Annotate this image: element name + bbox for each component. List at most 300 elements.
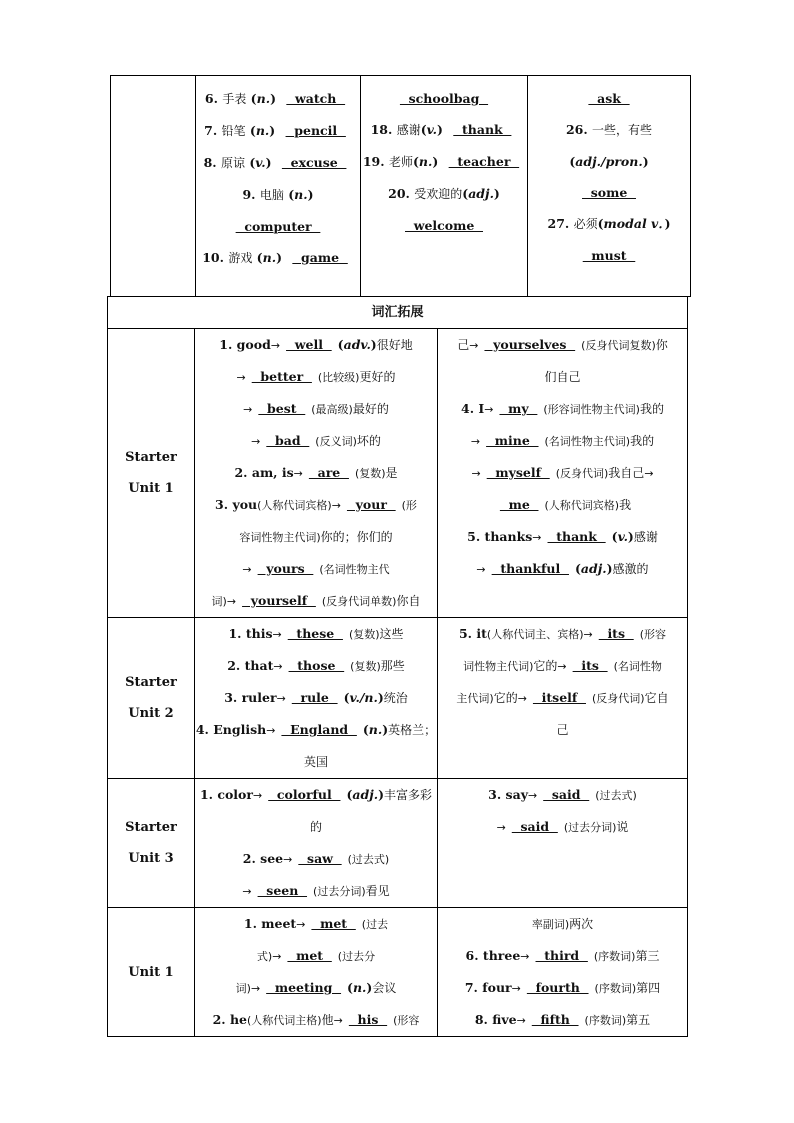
vocab-line bbox=[195, 940, 437, 972]
grammar-note: (名词性物主代 bbox=[319, 563, 390, 576]
unit-label bbox=[108, 779, 195, 908]
arrow-symbol: → bbox=[293, 467, 303, 480]
chinese-meaning: 一些，有些 bbox=[592, 123, 653, 137]
paren: ) bbox=[437, 122, 448, 137]
word-text: 2. he bbox=[212, 1012, 248, 1027]
answer: bad bbox=[266, 433, 310, 448]
vocab-line bbox=[195, 875, 437, 907]
word-cell bbox=[196, 76, 361, 297]
paren: ( bbox=[569, 154, 576, 169]
vocab-line bbox=[195, 393, 437, 425]
chinese-meaning: 我 bbox=[619, 498, 632, 512]
paren: ) bbox=[432, 154, 443, 169]
unit-label bbox=[108, 329, 195, 618]
chinese-meaning: 老师 bbox=[388, 155, 413, 169]
answer: me bbox=[499, 497, 539, 512]
vocab-line bbox=[528, 83, 690, 114]
vocab-line bbox=[438, 618, 687, 650]
answer: these bbox=[287, 626, 343, 641]
grammar-note: (反身代词单数) bbox=[321, 595, 397, 608]
part-of-speech: modal v． bbox=[603, 216, 665, 231]
chinese-meaning: 会议 bbox=[372, 981, 397, 995]
vocab-line bbox=[438, 329, 687, 361]
vocab-line bbox=[438, 553, 687, 585]
answer: third bbox=[535, 948, 588, 963]
grammar-note: (序数词) bbox=[593, 950, 636, 963]
item-number: 7. bbox=[204, 123, 222, 138]
expansion-left-cell bbox=[195, 329, 438, 618]
part-of-speech: adj./pron. bbox=[575, 154, 643, 169]
vocab-line bbox=[438, 940, 687, 972]
answer: yourself bbox=[242, 593, 316, 608]
grammar-note: (人称代词主、宾格) bbox=[486, 628, 584, 641]
word-text: ( bbox=[611, 529, 618, 544]
word-text: ) bbox=[378, 787, 385, 802]
word-text: ( bbox=[343, 690, 350, 705]
part-of-speech: v. bbox=[255, 155, 266, 170]
grammar-note: 主代词) bbox=[456, 692, 494, 705]
arrow-symbol: → bbox=[644, 467, 654, 480]
chinese-meaning: 受欢迎的 bbox=[414, 187, 463, 201]
answer: said bbox=[543, 787, 590, 802]
chinese-meaning: 它的 bbox=[493, 691, 518, 705]
word-text: ( bbox=[346, 787, 353, 802]
paren: ) bbox=[307, 187, 314, 202]
vocab-line bbox=[438, 714, 687, 746]
grammar-note: (序数词) bbox=[584, 1014, 627, 1027]
unit-label-line: Unit 1 bbox=[128, 481, 174, 496]
item-number: 10. bbox=[202, 250, 229, 265]
answer: pencil bbox=[285, 123, 346, 138]
paren: ) bbox=[269, 123, 280, 138]
chinese-meaning: 们自己 bbox=[544, 370, 581, 384]
answer: best bbox=[258, 401, 306, 416]
chinese-meaning: 更好的 bbox=[359, 370, 396, 384]
answer: teacher bbox=[448, 154, 520, 169]
paren: ( bbox=[283, 187, 295, 202]
vocab-line bbox=[195, 361, 437, 393]
item-number: 6. bbox=[204, 91, 223, 106]
part-of-speech: n. bbox=[256, 91, 271, 106]
vocab-line bbox=[438, 521, 687, 553]
vocab-line bbox=[438, 393, 687, 425]
grammar-note: (过去分词) bbox=[313, 885, 366, 898]
answer: game bbox=[292, 250, 348, 265]
arrow-symbol: → bbox=[516, 1014, 526, 1027]
grammar-note: 容词性物主代词) bbox=[239, 531, 321, 544]
unit-label-line: Unit 3 bbox=[128, 851, 174, 866]
paren: ) bbox=[493, 186, 500, 201]
arrow-symbol: → bbox=[296, 918, 306, 931]
vocab-line bbox=[438, 682, 687, 714]
part-of-speech: n. bbox=[255, 123, 270, 138]
arrow-symbol: → bbox=[273, 660, 283, 673]
part-of-speech: adj. bbox=[468, 186, 494, 201]
chinese-meaning: 第五 bbox=[626, 1013, 651, 1027]
word-text: ( bbox=[574, 561, 581, 576]
chinese-meaning: 说 bbox=[616, 820, 629, 834]
answer: those bbox=[288, 658, 345, 673]
vocab-line bbox=[195, 779, 437, 811]
answer: met bbox=[287, 948, 332, 963]
answer: computer bbox=[235, 219, 321, 234]
expansion-left-cell bbox=[195, 779, 438, 908]
vocab-line bbox=[195, 746, 437, 778]
word-text: 5. it bbox=[458, 626, 487, 641]
word-text: ( bbox=[337, 337, 344, 352]
grammar-note: (人称代词宾格) bbox=[544, 499, 620, 512]
vocab-line bbox=[438, 489, 687, 521]
section-header: 词汇拓展 bbox=[108, 297, 688, 329]
word-text: 4. English bbox=[195, 722, 267, 737]
vocab-line bbox=[196, 147, 360, 179]
paren: ) bbox=[642, 154, 649, 169]
chinese-meaning: 第四 bbox=[636, 981, 661, 995]
vocab-line bbox=[361, 83, 527, 114]
vocab-line bbox=[528, 177, 690, 208]
arrow-symbol: → bbox=[251, 435, 261, 448]
answer: colorful bbox=[268, 787, 341, 802]
word-text: 2. see bbox=[242, 851, 284, 866]
chinese-meaning: 你 bbox=[655, 338, 668, 352]
grammar-note: (序数词) bbox=[594, 982, 637, 995]
word-cell bbox=[528, 76, 691, 297]
vocab-line bbox=[361, 210, 527, 241]
chinese-meaning: 我的 bbox=[630, 434, 655, 448]
vocab-line bbox=[528, 114, 690, 146]
word-text: 2. am, is bbox=[234, 465, 294, 480]
chinese-meaning: 坏的 bbox=[356, 434, 381, 448]
answer: mine bbox=[486, 433, 539, 448]
item-number: 26. bbox=[565, 122, 593, 137]
paren: ( bbox=[597, 216, 604, 231]
part-of-speech: adj. bbox=[580, 561, 607, 576]
unit-label-line: Unit 2 bbox=[128, 706, 174, 721]
paren: ( bbox=[462, 186, 469, 201]
chinese-meaning: 电脑 bbox=[259, 188, 284, 202]
chinese-meaning: 他 bbox=[321, 1013, 334, 1027]
vocab-line bbox=[528, 146, 690, 177]
table-row bbox=[108, 779, 688, 908]
arrow-symbol: → bbox=[469, 339, 479, 352]
arrow-symbol: → bbox=[520, 950, 530, 963]
answer: fifth bbox=[531, 1012, 579, 1027]
part-of-speech: adj. bbox=[352, 787, 379, 802]
empty-cell bbox=[111, 76, 196, 297]
paren: ( bbox=[420, 122, 427, 137]
paren: ) bbox=[265, 155, 276, 170]
word-text: 5. thanks bbox=[467, 529, 533, 544]
answer: are bbox=[308, 465, 349, 480]
arrow-symbol: → bbox=[250, 982, 261, 995]
chinese-meaning: 这些 bbox=[379, 627, 404, 641]
grammar-note: (反身代词) bbox=[555, 467, 609, 480]
answer: must bbox=[582, 248, 636, 263]
grammar-note: (反义词) bbox=[315, 435, 357, 448]
answer: thank bbox=[547, 529, 606, 544]
vocab-line bbox=[196, 179, 360, 211]
word-text: ) bbox=[382, 722, 389, 737]
chinese-meaning: 很好地 bbox=[376, 338, 413, 352]
answer: met bbox=[311, 916, 356, 931]
answer: thank bbox=[453, 122, 512, 137]
chinese-meaning: 第三 bbox=[635, 949, 660, 963]
grammar-note: (反身代词) bbox=[591, 692, 645, 705]
answer: said bbox=[511, 819, 558, 834]
answer: better bbox=[251, 369, 312, 384]
chinese-meaning: 统治 bbox=[383, 691, 408, 705]
part-of-speech: v./n. bbox=[349, 690, 378, 705]
vocab-line bbox=[438, 457, 687, 489]
grammar-note: (人称代词主格) bbox=[247, 1014, 322, 1027]
answer: yours bbox=[257, 561, 314, 576]
chinese-meaning: 英国 bbox=[303, 755, 328, 769]
chinese-meaning: 看见 bbox=[365, 884, 390, 898]
arrow-symbol: → bbox=[236, 371, 246, 384]
paren: ( bbox=[246, 91, 257, 106]
vocab-line bbox=[438, 1004, 687, 1036]
word-text: ) bbox=[377, 690, 384, 705]
arrow-symbol: → bbox=[331, 499, 341, 512]
grammar-note: (比较级) bbox=[317, 371, 360, 384]
answer: welcome bbox=[405, 218, 483, 233]
arrow-symbol: → bbox=[532, 531, 542, 544]
part-of-speech: v. bbox=[426, 122, 437, 137]
arrow-symbol: → bbox=[583, 628, 593, 641]
word-text: 3. say bbox=[488, 787, 528, 802]
grammar-note: (过去分 bbox=[337, 950, 376, 963]
chinese-meaning: 两次 bbox=[569, 917, 594, 931]
unit-label-line: Unit 1 bbox=[128, 964, 174, 980]
arrow-symbol: → bbox=[471, 467, 481, 480]
expansion-right-cell bbox=[438, 908, 688, 1037]
word-text: 1. good bbox=[219, 337, 271, 352]
chinese-meaning: 感谢 bbox=[396, 123, 421, 137]
grammar-note: (过去式) bbox=[595, 789, 637, 802]
chinese-meaning: 是 bbox=[385, 466, 398, 480]
answer: saw bbox=[298, 851, 342, 866]
expansion-right-cell bbox=[438, 779, 688, 908]
word-text: ( bbox=[362, 722, 369, 737]
chinese-meaning: 丰富多彩 bbox=[384, 788, 433, 802]
answer: itself bbox=[532, 690, 586, 705]
answer: well bbox=[286, 337, 332, 352]
vocab-line bbox=[195, 650, 437, 682]
vocab-line bbox=[438, 779, 687, 811]
paren: ) bbox=[664, 216, 671, 231]
part-of-speech: n. bbox=[418, 154, 433, 169]
chinese-meaning: 己 bbox=[556, 723, 569, 737]
grammar-note: 词) bbox=[235, 982, 251, 995]
unit-label bbox=[108, 908, 195, 1037]
vocab-line bbox=[195, 521, 437, 553]
answer: myself bbox=[486, 465, 550, 480]
vocab-line bbox=[361, 146, 527, 178]
answer: excuse bbox=[281, 155, 347, 170]
vocab-line bbox=[195, 618, 437, 650]
paren: ) bbox=[270, 91, 281, 106]
answer: your bbox=[346, 497, 396, 512]
answer: his bbox=[348, 1012, 388, 1027]
vocab-line bbox=[195, 908, 437, 940]
word-text: 1. this bbox=[228, 626, 273, 641]
expansion-left-cell bbox=[195, 618, 438, 779]
answer: thankful bbox=[491, 561, 569, 576]
table-row bbox=[108, 908, 688, 1037]
arrow-symbol: → bbox=[243, 403, 253, 416]
chinese-meaning: 我自己 bbox=[608, 466, 645, 480]
grammar-note: (复数) bbox=[348, 628, 380, 641]
grammar-note: (复数) bbox=[350, 660, 381, 673]
arrow-symbol: → bbox=[283, 853, 293, 866]
word-text: 3. you bbox=[215, 497, 258, 512]
vocab-line bbox=[438, 361, 687, 393]
grammar-note: (形容 bbox=[639, 628, 666, 641]
grammar-note: (人称代词宾格) bbox=[257, 499, 332, 512]
grammar-note: 词) bbox=[211, 595, 227, 608]
table-header-row bbox=[108, 297, 688, 329]
answer: watch bbox=[286, 91, 346, 106]
word-text: 4. I bbox=[461, 401, 485, 416]
chinese-meaning: 己 bbox=[457, 338, 470, 352]
chinese-meaning: 你的；你们的 bbox=[320, 530, 393, 544]
answer: yourselves bbox=[484, 337, 576, 352]
grammar-note: (形 bbox=[401, 499, 417, 512]
vocab-line bbox=[438, 908, 687, 940]
answer: England bbox=[281, 722, 357, 737]
part-of-speech: v. bbox=[617, 529, 628, 544]
word-text: 3. ruler bbox=[224, 690, 277, 705]
word-text: 2. that bbox=[227, 658, 274, 673]
word-text: 8. five bbox=[474, 1012, 517, 1027]
vocab-line bbox=[195, 553, 437, 585]
arrow-symbol: → bbox=[272, 950, 282, 963]
word-text: 1. meet bbox=[243, 916, 297, 931]
vocab-line bbox=[195, 425, 437, 457]
part-of-speech: n. bbox=[262, 250, 277, 265]
vocab-line bbox=[438, 972, 687, 1004]
arrow-symbol: → bbox=[270, 339, 281, 352]
vocab-line bbox=[438, 425, 687, 457]
arrow-symbol: → bbox=[226, 595, 237, 608]
vocab-line bbox=[195, 457, 437, 489]
arrow-symbol: → bbox=[333, 1014, 343, 1027]
vocab-line bbox=[361, 178, 527, 210]
vocab-line bbox=[361, 114, 527, 146]
vocab-line bbox=[195, 843, 437, 875]
answer: its bbox=[598, 626, 634, 641]
arrow-symbol: → bbox=[496, 821, 506, 834]
arrow-symbol: → bbox=[252, 789, 263, 802]
item-number: 9. bbox=[242, 187, 260, 202]
vocab-line bbox=[195, 714, 437, 746]
chinese-meaning: 最好的 bbox=[352, 402, 389, 416]
part-of-speech: adv. bbox=[343, 337, 371, 352]
item-number: 19. bbox=[362, 154, 389, 169]
vocab-line bbox=[438, 650, 687, 682]
vocab-line bbox=[196, 242, 360, 274]
grammar-note: (名词性物 bbox=[613, 660, 662, 673]
grammar-note: (形容词性物主代词) bbox=[543, 403, 640, 416]
word-text: 7. four bbox=[464, 980, 512, 995]
vocab-expansion-table bbox=[107, 296, 688, 1037]
vocab-line bbox=[195, 972, 437, 1004]
word-text: ) bbox=[370, 337, 377, 352]
unit-label-line: Starter bbox=[125, 450, 177, 465]
answer: rule bbox=[291, 690, 338, 705]
arrow-symbol: → bbox=[276, 692, 286, 705]
vocab-line bbox=[195, 585, 437, 617]
grammar-note: (过去 bbox=[361, 918, 389, 931]
chinese-meaning: 感激的 bbox=[612, 562, 649, 576]
vocab-line bbox=[196, 211, 360, 242]
grammar-note: (反身代词复数) bbox=[581, 339, 656, 352]
grammar-note: (过去式) bbox=[347, 853, 390, 866]
word-text: 6. three bbox=[465, 948, 521, 963]
word-text: ( bbox=[347, 980, 353, 995]
vocab-line bbox=[195, 811, 437, 843]
arrow-symbol: → bbox=[470, 435, 481, 448]
grammar-note: (名词性物主代词) bbox=[544, 435, 631, 448]
table-row bbox=[108, 329, 688, 618]
table-row bbox=[111, 76, 691, 297]
unit-label-line: Starter bbox=[125, 820, 177, 835]
answer: fourth bbox=[526, 980, 589, 995]
grammar-note: (形容 bbox=[393, 1014, 420, 1027]
item-number: 20. bbox=[388, 186, 415, 201]
arrow-symbol: → bbox=[484, 403, 494, 416]
vocab-line bbox=[438, 811, 687, 843]
chinese-meaning: 你自 bbox=[396, 594, 421, 608]
paren: ) bbox=[276, 250, 287, 265]
chinese-meaning: 手表 bbox=[222, 92, 247, 106]
table-row bbox=[108, 618, 688, 779]
chinese-meaning: 我的 bbox=[639, 402, 664, 416]
vocab-line bbox=[528, 208, 690, 240]
paren: ( bbox=[245, 123, 256, 138]
vocab-line bbox=[195, 329, 437, 361]
word-text: ) bbox=[366, 980, 373, 995]
vocab-line bbox=[528, 240, 690, 271]
answer: seen bbox=[257, 883, 308, 898]
answer: its bbox=[572, 658, 608, 673]
arrow-symbol: → bbox=[557, 660, 567, 673]
answer: meeting bbox=[266, 980, 342, 995]
unit-label bbox=[108, 618, 195, 779]
paren: ( bbox=[252, 250, 263, 265]
chinese-meaning: 必须 bbox=[573, 217, 598, 231]
word-text: ) bbox=[606, 561, 613, 576]
chinese-meaning: 英格兰； bbox=[388, 723, 437, 737]
chinese-meaning: 它自 bbox=[644, 691, 669, 705]
vocab-line bbox=[195, 682, 437, 714]
expansion-right-cell bbox=[438, 618, 688, 779]
expansion-left-cell bbox=[195, 908, 438, 1037]
grammar-note: (过去分词) bbox=[563, 821, 617, 834]
arrow-symbol: → bbox=[266, 724, 276, 737]
grammar-note: 率副词) bbox=[531, 918, 570, 931]
part-of-speech: n. bbox=[352, 980, 367, 995]
part-of-speech: n. bbox=[294, 187, 308, 202]
arrow-symbol: → bbox=[476, 563, 486, 576]
answer: some bbox=[582, 185, 636, 200]
answer: ask bbox=[588, 91, 630, 106]
chinese-meaning: 原谅 bbox=[220, 156, 245, 170]
item-number: 18. bbox=[370, 122, 397, 137]
arrow-symbol: → bbox=[242, 885, 252, 898]
vocab-line bbox=[196, 115, 360, 147]
vocab-line bbox=[196, 83, 360, 115]
